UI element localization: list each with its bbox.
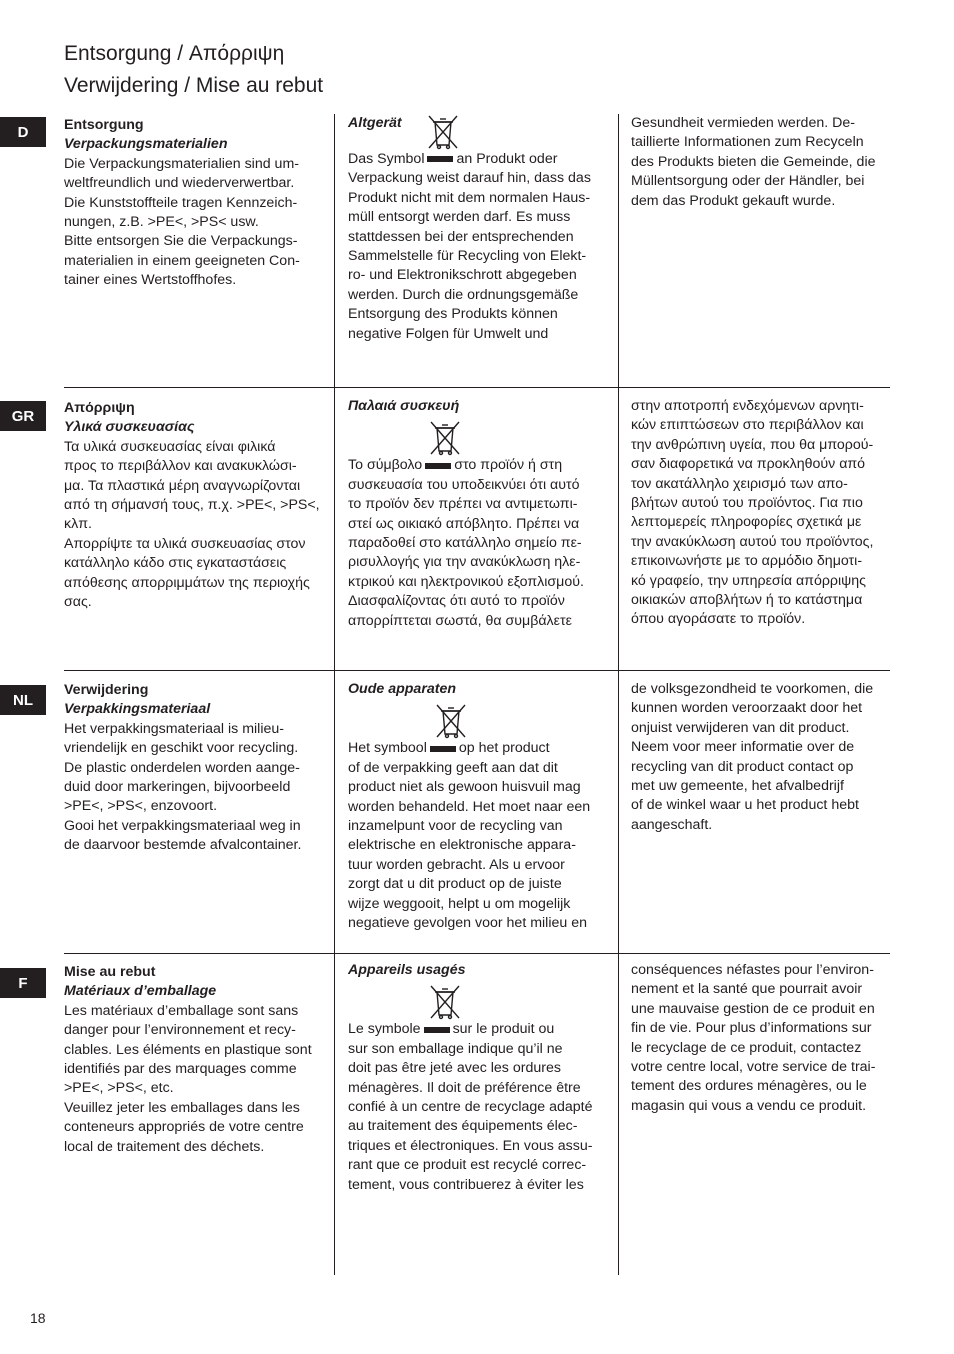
column-old-appliance [348, 114, 610, 344]
packaging-text: Het verpakkingsmateriaal is milieu- vriendelijk en geschikt voor recycling. De plastic onderdelen worden aange- duid door markeringen, bijvoorbeeld >PE<, >PS<, enzovoort. Gooi het verpakkingsmateriaal weg in de daarvoor bestemde afvalcontainer. [64, 720, 302, 854]
old-appliance-title: Παλαιά συσκευή [348, 398, 460, 414]
section-title: Entsorgung [64, 117, 144, 133]
column-old-appliance [348, 397, 610, 631]
language-tab-d: D [0, 117, 46, 147]
underline-bar-symbol [424, 1027, 450, 1033]
section-subtitle: Matériaux d’emballage [64, 983, 217, 1000]
continuation-text: στην αποτροπή ενδεχόμενων αρνητι- κών επιπτώσεων στο περιβάλλον και την ανθρώπινη υγεία, που θα μπορού- σαν διαφορετικά να προκληθούν από τον ακατάλληλο χειρισμό των απο- βλήτων αυτού του προϊόντος. Για πιο λεπτομερείς πληροφορίες σχετικά με την ανακύκλωση αυτού του προϊόντος, επικοινωνήστε με το αρμόδιο δημοτι- κό γραφείο, την υπηρεσία απόρριψης οικιακών αποβλήτων ή το κατάστημα όπου αγοράσατε το προϊόν. [631, 398, 874, 628]
column-old-appliance [348, 961, 610, 1195]
header-line-2: Verwijdering / Mise au rebut [64, 74, 324, 97]
symbol-line [348, 150, 610, 169]
symbol-post: στο προϊόν ή στη [454, 457, 563, 474]
section-rule [64, 670, 890, 671]
crossed-bin-icon [428, 420, 462, 456]
old-appliance-title: Oude apparaten [348, 681, 457, 697]
column-divider [618, 953, 619, 1275]
section-rule [64, 387, 890, 388]
column-divider [618, 114, 619, 387]
symbol-pre: Das Symbol [348, 151, 425, 167]
language-tab-gr: GR [0, 401, 46, 431]
continuation-text: conséquences néfastes pour l’environ- nement et la santé que pourrait avoir une mauvaise gestion de ce produit en fin de vie. Pour plus d’informations sur le recyclage de ce produit, contactez votre centre local, votre service de trai- tement des ordures ménagères, ou le magasin qui vous a vendu ce produit. [631, 962, 876, 1114]
symbol-post: an Produkt oder [456, 151, 558, 167]
packaging-text: Die Verpackungsmaterialien sind um- weltfreundlich und wiederverwertbar. Die Kunststoffteile tragen Kennzeich- nungen, z.B. >PE<, >PS< usw. Bitte entsorgen Sie die Verpackungs- materialien in einem geeigneten Con- tainer eines Wertstoffhofes. [64, 155, 300, 289]
column-packaging [64, 963, 326, 1157]
section-nl [64, 670, 890, 953]
page-number: 18 [30, 1310, 46, 1326]
symbol-pre: Το σύμβολο [348, 457, 423, 474]
section-subtitle: Verpackungsmaterialien [64, 136, 228, 153]
symbol-line [348, 739, 610, 758]
symbol-pre: Le symbole [348, 1021, 421, 1038]
column-divider [334, 953, 335, 1275]
continuation-text: Gesundheit vermieden werden. De- taillierte Informationen zum Recyceln des Produkts bieten die Gemeinde, die Müllentsorgung oder der Händler, bei dem das Produkt gekauft wurde. [631, 115, 876, 209]
header-line-1: Entsorgung / Απόρριψη [64, 42, 285, 65]
section-title: Verwijdering [64, 682, 149, 698]
column-continuation [631, 114, 890, 211]
column-continuation [631, 680, 890, 835]
page-header [64, 38, 323, 102]
column-continuation [631, 397, 890, 630]
symbol-line [348, 1020, 610, 1039]
column-divider [618, 670, 619, 953]
column-divider [618, 387, 619, 670]
crossed-bin-icon [434, 703, 468, 739]
crossed-bin-icon [426, 114, 460, 150]
column-divider [334, 387, 335, 670]
column-old-appliance [348, 680, 610, 933]
old-appliance-text: of de verpakking geeft aan dat dit product niet als gewoon huisvuil mag worden behandeld. Het moet naar een inzamelpunt voor de recycling van elektrische en elektronische appara- tuur worden gebracht. Als u ervoor zorgt dat u dit product op de juiste wijze weggooit, helpt u om mogelijk negatieve gevolgen voor het milieu en [348, 759, 591, 932]
section-title: Απόρριψη [64, 400, 135, 416]
symbol-pre: Het symbool [348, 740, 427, 757]
continuation-text: de volksgezondheid te voorkomen, die kunnen worden veroorzaakt door het onjuist verwijderen van dit product. Neem voor meer informatie over de recycling van dit product contact op met uw gemeente, het afvalbedrijf of de winkel waar u het product hebt aangeschaft. [631, 681, 874, 833]
symbol-post: sur le produit ou [452, 1021, 555, 1038]
underline-bar-symbol [427, 156, 453, 162]
packaging-text: Les matériaux d’emballage sont sans danger pour l’environnement et recy- clables. Les éléments en plastique sont identifiés par des marquages comme >PE<, >PS<, etc. Veuillez jeter les emballages dans les conteneurs appropriés de votre centre local de traitement des déchets. [64, 1002, 312, 1155]
old-appliance-text: Verpackung weist darauf hin, dass das Produkt nicht mit dem normalen Haus- müll entsorgt werden darf. Es muss stattdessen bei der entsprechenden Sammelstelle für Recycling von Elekt- ro- und Elektronikschrott abgegeben werden. Durch die ordnungsgemäße Entsorgung des Produkts können negative Folgen für Umwelt und [348, 170, 591, 342]
symbol-post: op het product [458, 740, 550, 757]
underline-bar-symbol [430, 746, 456, 752]
column-packaging [64, 681, 326, 856]
section-gr [64, 387, 890, 670]
old-appliance-text: συσκευασία του υποδεικνύει ότι αυτό το προϊόν δεν πρέπει να αντιμετωπι- στεί ως οικιακό απόβλητο. Πρέπει να παραδοθεί στο κατάλληλο σημείο πε- ρισυλλογής για την ανακύκλωση ηλε- κτρικού και ηλεκτρονικού εξοπλισμού. Διασφαλίζοντας ότι αυτό το προϊόν απορρίπτεται σωστά, θα συμβάλετε [348, 476, 584, 629]
column-divider [334, 670, 335, 953]
crossed-bin-icon [428, 984, 462, 1020]
section-subtitle: Υλικά συσκευασίας [64, 419, 195, 436]
old-appliance-text: sur son emballage indique qu’il ne doit pas être jeté avec les ordures ménagères. Il doit de préférence être confié à un centre de recyclage adapté au traitement des équipements élec- triques et électroniques. En vous assu- rant que ce produit est recyclé correc- tement, vous contribuerez à éviter les [348, 1040, 593, 1193]
old-appliance-title: Appareils usagés [348, 962, 466, 978]
column-packaging [64, 116, 326, 291]
section-d [64, 114, 890, 387]
underline-bar-symbol [425, 463, 451, 469]
column-packaging [64, 399, 326, 612]
language-tab-nl: NL [0, 685, 46, 715]
section-subtitle: Verpakkingsmateriaal [64, 701, 211, 718]
old-appliance-title: Altgerät [348, 115, 402, 131]
column-continuation [631, 961, 890, 1116]
packaging-text: Τα υλικά συσκευασίας είναι φιλικά προς το περιβάλλον και ανακυκλώσι- μα. Τα πλαστικά μέρη αναγνωρίζονται από τη σήμανσή τους, π.χ. >PE<, >PS<, κλπ. Απορρίψτε τα υλικά συσκευασίας στον κατάλληλο κάδο στις εγκαταστάσεις απόθεσης απορριμμάτων της περιοχής σας. [64, 438, 320, 611]
section-title: Mise au rebut [64, 964, 156, 980]
language-tab-f: F [0, 968, 46, 998]
column-divider [334, 114, 335, 387]
section-f [64, 953, 890, 1275]
symbol-line [348, 456, 610, 475]
section-rule [64, 953, 890, 954]
